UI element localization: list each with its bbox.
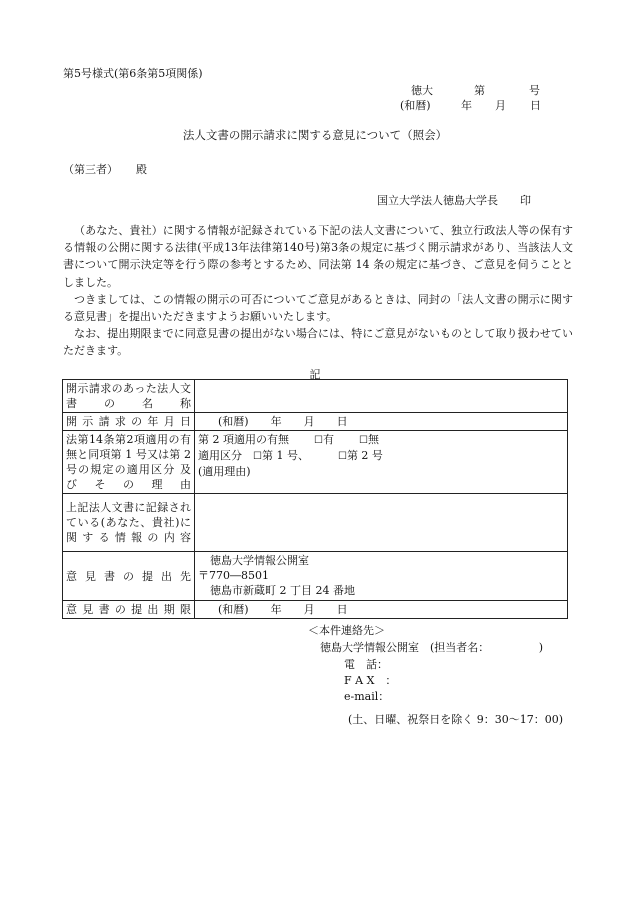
label-submission-destination: 意見書の提出先 [63, 552, 195, 601]
destination-office: 徳島大学情報公開室 [210, 554, 309, 567]
table-row [63, 601, 568, 619]
document-title: 法人文書の開示請求に関する意見について（照会） [182, 128, 448, 142]
label-document-name: 開示請求のあった法人文書の名称 [63, 380, 195, 413]
deadline-text: (和暦) 年 月 日 [218, 603, 348, 616]
applicability-text: 第 2 項適用の有無 [198, 433, 289, 446]
date-month: 月 [495, 99, 506, 112]
checkbox-item1-label: 第 1 号、 [261, 449, 309, 462]
contact-tel: 電 話： [344, 658, 388, 671]
body-paragraph-2: つきましては、この情報の開示の可否についてご意見があるときは、同封の「法人文書の開示に関する意見書」を提出いただきますようお願いいたします。 [63, 292, 573, 324]
contact-email: e-mail： [344, 690, 390, 703]
checkbox-yes[interactable]: ☐ [314, 435, 323, 446]
details-table [62, 379, 568, 619]
table-row [63, 380, 568, 413]
date-year: 年 [461, 99, 472, 112]
checkbox-item1[interactable]: ☐ [253, 451, 262, 462]
date-day: 日 [530, 99, 541, 112]
value-request-date[interactable] [195, 413, 568, 431]
contact-block [0, 622, 630, 732]
checkbox-no-label: 無 [367, 433, 379, 446]
recipient-honorific: 殿 [136, 163, 147, 176]
doc-number-go: 号 [529, 84, 540, 97]
destination-address: 徳島市新蔵町 2 丁目 24 番地 [210, 584, 355, 597]
value-article14 [195, 431, 568, 494]
checkbox-item2[interactable]: ☐ [337, 451, 347, 462]
checkbox-yes-label: 有 [322, 433, 334, 446]
ki-heading: 記 [309, 368, 321, 381]
table-row [63, 552, 568, 601]
date-era: (和暦) [400, 99, 431, 112]
doc-number-prefix: 徳大 [411, 84, 433, 97]
recipient [63, 161, 147, 177]
doc-number-dai: 第 [474, 84, 485, 97]
contact-fax: F A X ： [344, 674, 397, 687]
checkbox-no[interactable]: ☐ [358, 435, 368, 446]
category-text: 適用区分 [198, 449, 242, 462]
form-number: 第5号様式(第6条第5項関係) [63, 67, 203, 80]
table-row [63, 494, 568, 552]
label-article14: 法第14条第2項適用の有無と同項第 1 号又は第 2 号の規定の適用区分 及 び そ の 理 由 [63, 431, 195, 494]
recipient-label: （第三者） [63, 163, 118, 176]
body-paragraph-1: （あなた、貴社）に関する情報が記録されている下記の法人文書について、独立行政法人等の保有する情報の公開に関する法律(平成13年法律第140号)第3条の規定に基づく開示請求があり、当該法人文書について開示決定等を行う際の参考とするため、同法第 14 条の規定に基づき、ご意見を伺うこととしました。 [63, 224, 573, 289]
seal-mark: 印 [520, 194, 531, 207]
value-submission-destination [195, 552, 568, 601]
sender-name: 国立大学法人徳島大学長 [377, 194, 498, 207]
sender [377, 192, 531, 208]
label-info-content: 上記法人文書に記録されている(あなた、貴社)に関する情報の内容 [63, 494, 195, 552]
label-request-date: 開示請求の年月日 [63, 413, 195, 431]
body-paragraph-3: なお、提出期限までに同意見書の提出がない場合には、特にご意見がないものとして取り扱わせていただきます。 [63, 327, 573, 358]
request-date-text: (和暦) 年 月 日 [218, 415, 348, 428]
value-document-name[interactable] [195, 380, 568, 413]
contact-office: 徳島大学情報公開室 (担当者名： ) [320, 641, 544, 654]
label-submission-deadline: 意見書の提出期限 [63, 601, 195, 619]
checkbox-item2-label: 第 2 号 [346, 449, 383, 462]
reason-label: (適用理由) [198, 465, 251, 478]
contact-hours: (土、日曜、祝祭日を除く 9：30～17：00) [348, 713, 564, 726]
table-row [63, 431, 568, 494]
letter-body [63, 222, 573, 360]
contact-heading: ＜本件連絡先＞ [308, 624, 385, 637]
table-row [63, 413, 568, 431]
destination-postal: 〒770―8501 [198, 569, 269, 582]
value-submission-deadline[interactable] [195, 601, 568, 619]
value-info-content[interactable] [195, 494, 568, 552]
